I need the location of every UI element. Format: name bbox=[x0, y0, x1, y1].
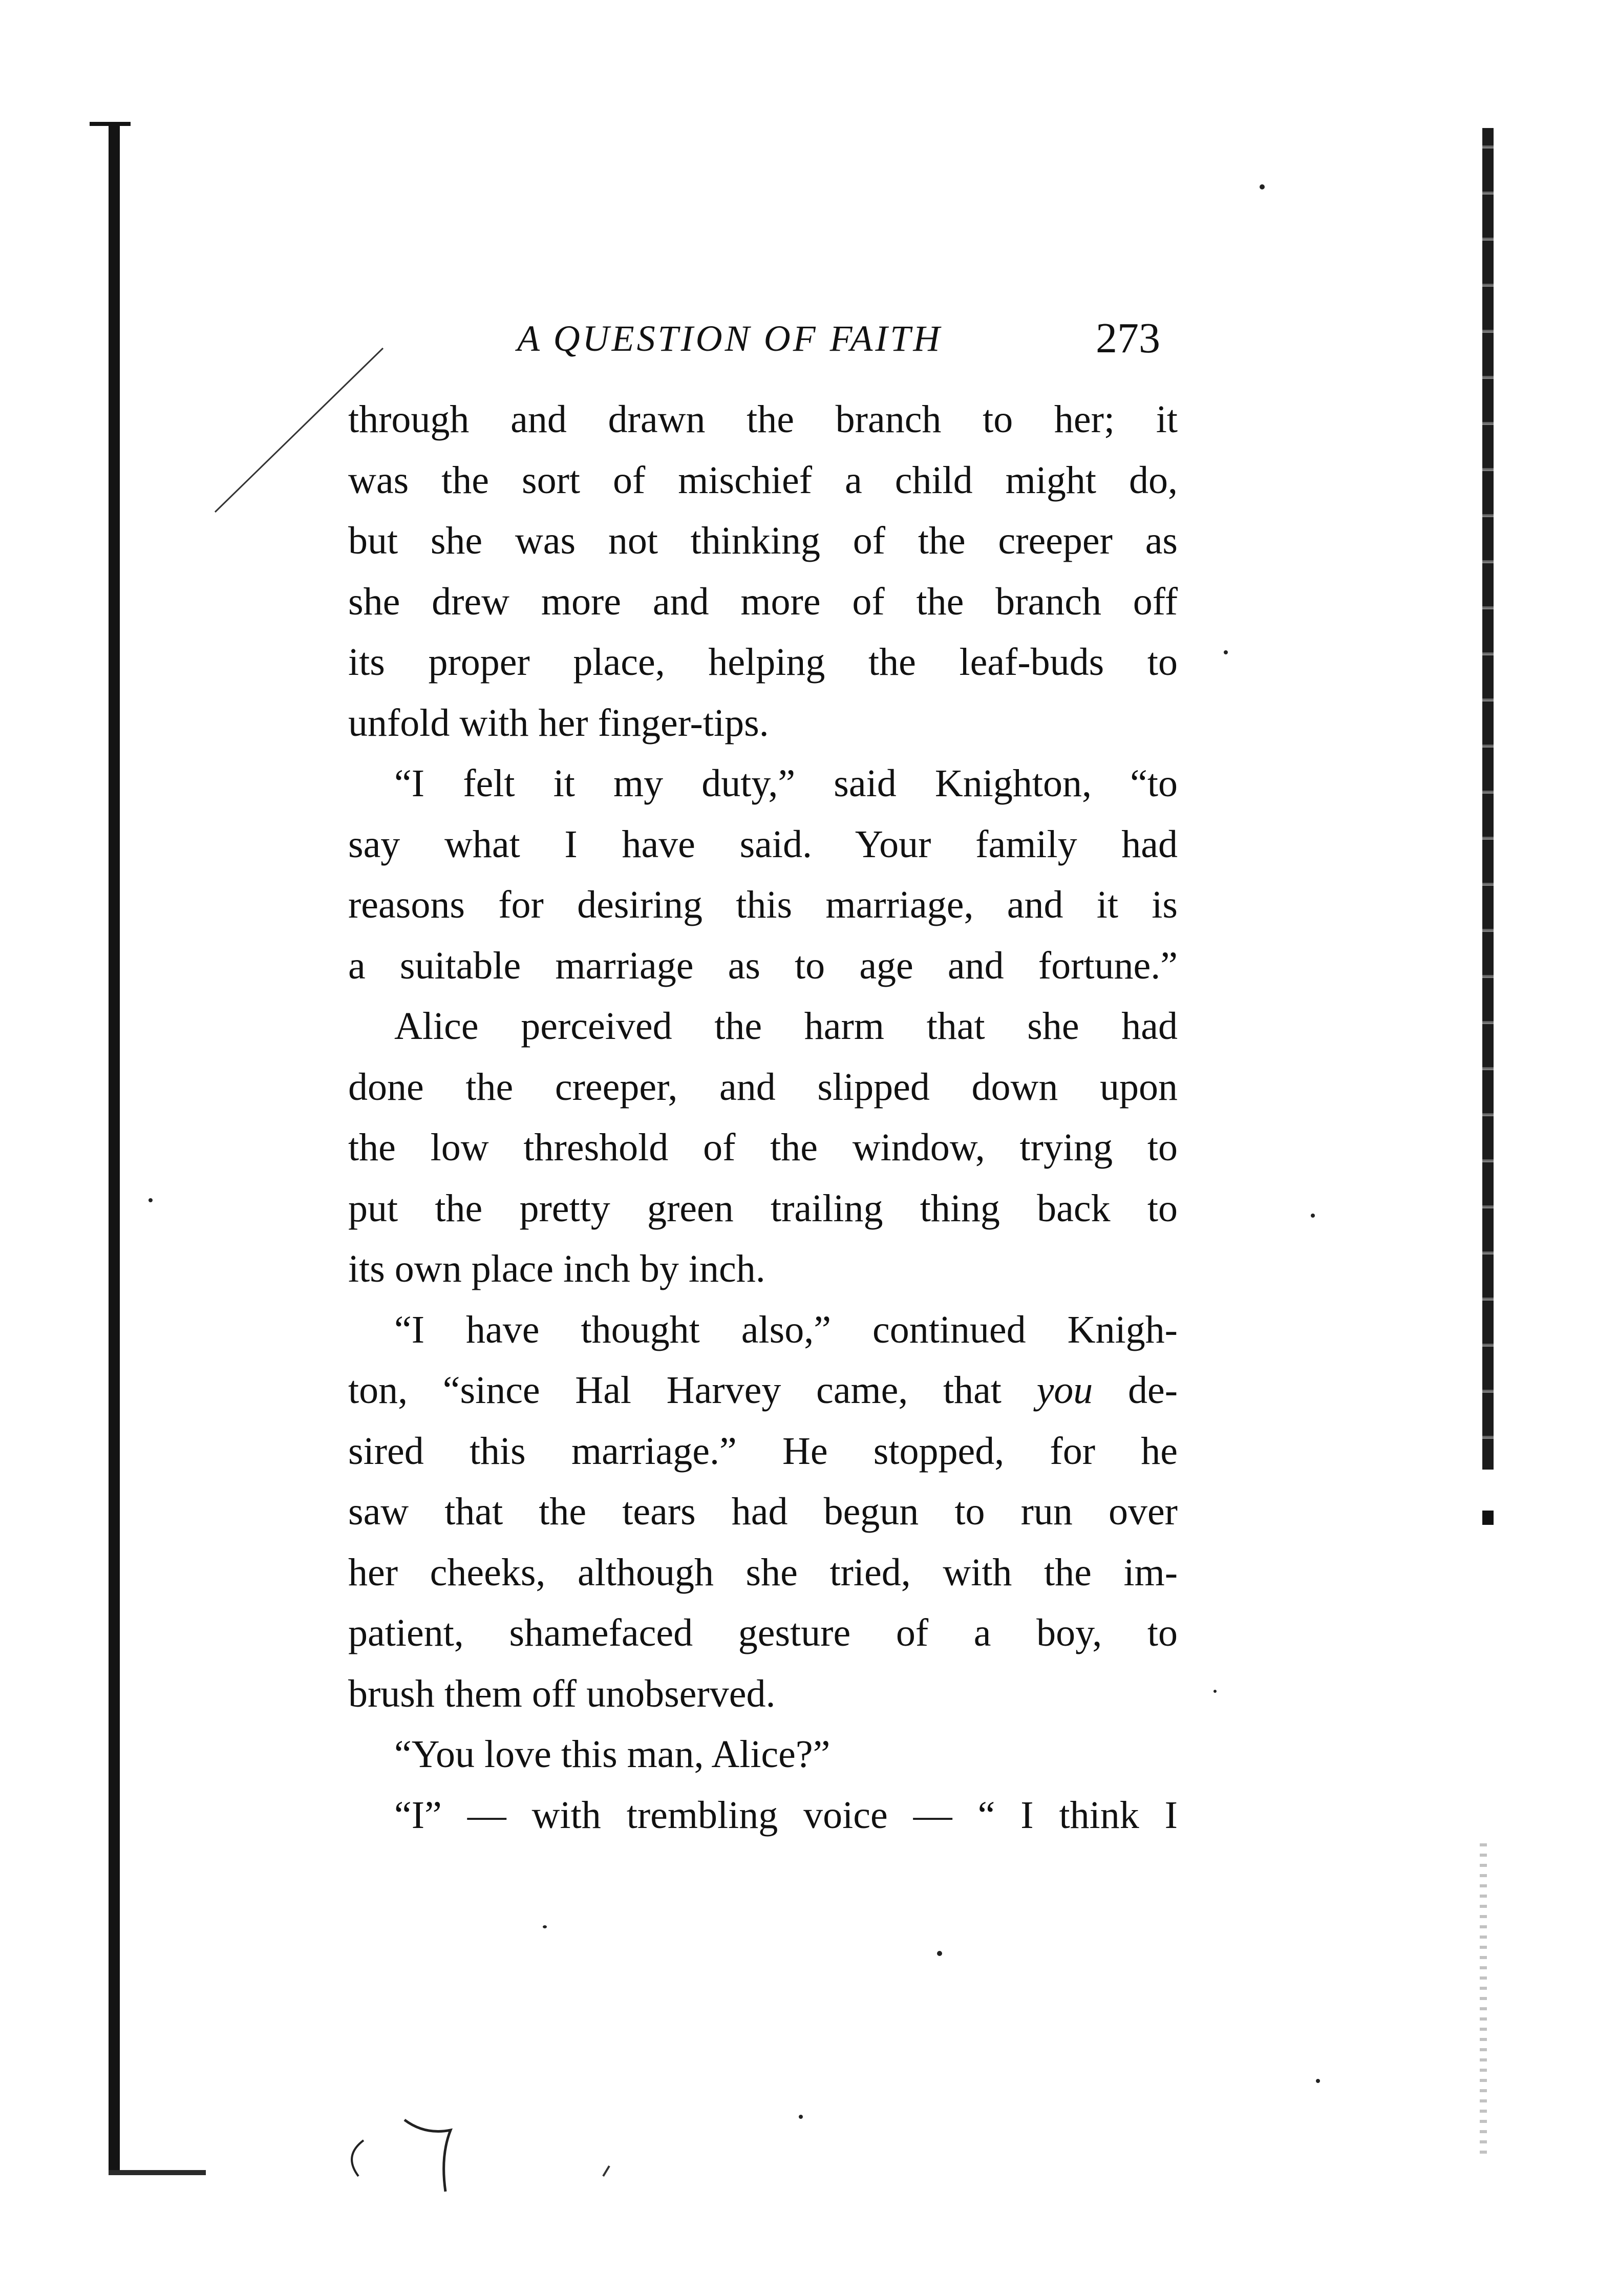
pencil-hook bbox=[352, 2140, 364, 2176]
text-line: her cheeks, although she tried, with the im- bbox=[348, 1550, 1178, 1594]
text-line: the low threshold of the window, trying to bbox=[348, 1126, 1178, 1169]
text-line: patient, shamefaced gesture of a boy, to bbox=[348, 1611, 1178, 1654]
running-head: A QUESTION OF FAITH bbox=[517, 318, 943, 359]
text-fragment: ton, “since Hal Harvey came, that bbox=[348, 1369, 1037, 1412]
pencil-squiggle bbox=[404, 2120, 451, 2192]
text-line: “You love this man, Alice?” bbox=[394, 1733, 831, 1776]
text-line: “I felt it my duty,” said Knighton, “to bbox=[394, 762, 1178, 805]
text-line: its own place inch by inch. bbox=[348, 1247, 765, 1290]
text-line: put the pretty green trailing thing back to bbox=[348, 1186, 1178, 1230]
page-number: 273 bbox=[1096, 314, 1160, 362]
body-text bbox=[348, 389, 1178, 1845]
text-line: was the sort of mischief a child might do, bbox=[348, 458, 1178, 502]
text-line: through and drawn the branch to her; it bbox=[348, 398, 1178, 441]
text-line: sired this marriage.” He stopped, for he bbox=[348, 1429, 1178, 1473]
text-fragment: de- bbox=[1093, 1369, 1178, 1412]
text-line: say what I have said. Your family had bbox=[348, 822, 1178, 866]
text-line: a suitable marriage as to age and fortune.” bbox=[348, 944, 1178, 987]
text-line: “I” — with trembling voice — “ I think I bbox=[394, 1793, 1178, 1837]
text-line: unfold with her finger-tips. bbox=[348, 701, 769, 745]
text-line: but she was not thinking of the creeper as bbox=[348, 519, 1178, 562]
text-line: brush them off unobserved. bbox=[348, 1672, 776, 1715]
text-line: saw that the tears had begun to run over bbox=[348, 1490, 1178, 1533]
italic-word: you bbox=[1036, 1369, 1093, 1412]
text-line: done the creeper, and slipped down upon bbox=[348, 1065, 1178, 1109]
text-line: “I have thought also,” continued Knigh- bbox=[394, 1308, 1178, 1351]
text-line bbox=[348, 1360, 1178, 1421]
text-line: Alice perceived the harm that she had bbox=[394, 1005, 1178, 1048]
pencil-tick bbox=[603, 2166, 609, 2176]
text-line: its proper place, helping the leaf-buds to bbox=[348, 641, 1178, 684]
text-line: reasons for desiring this marriage, and it is bbox=[348, 883, 1178, 926]
text-line: she drew more and more of the branch off bbox=[348, 580, 1178, 623]
